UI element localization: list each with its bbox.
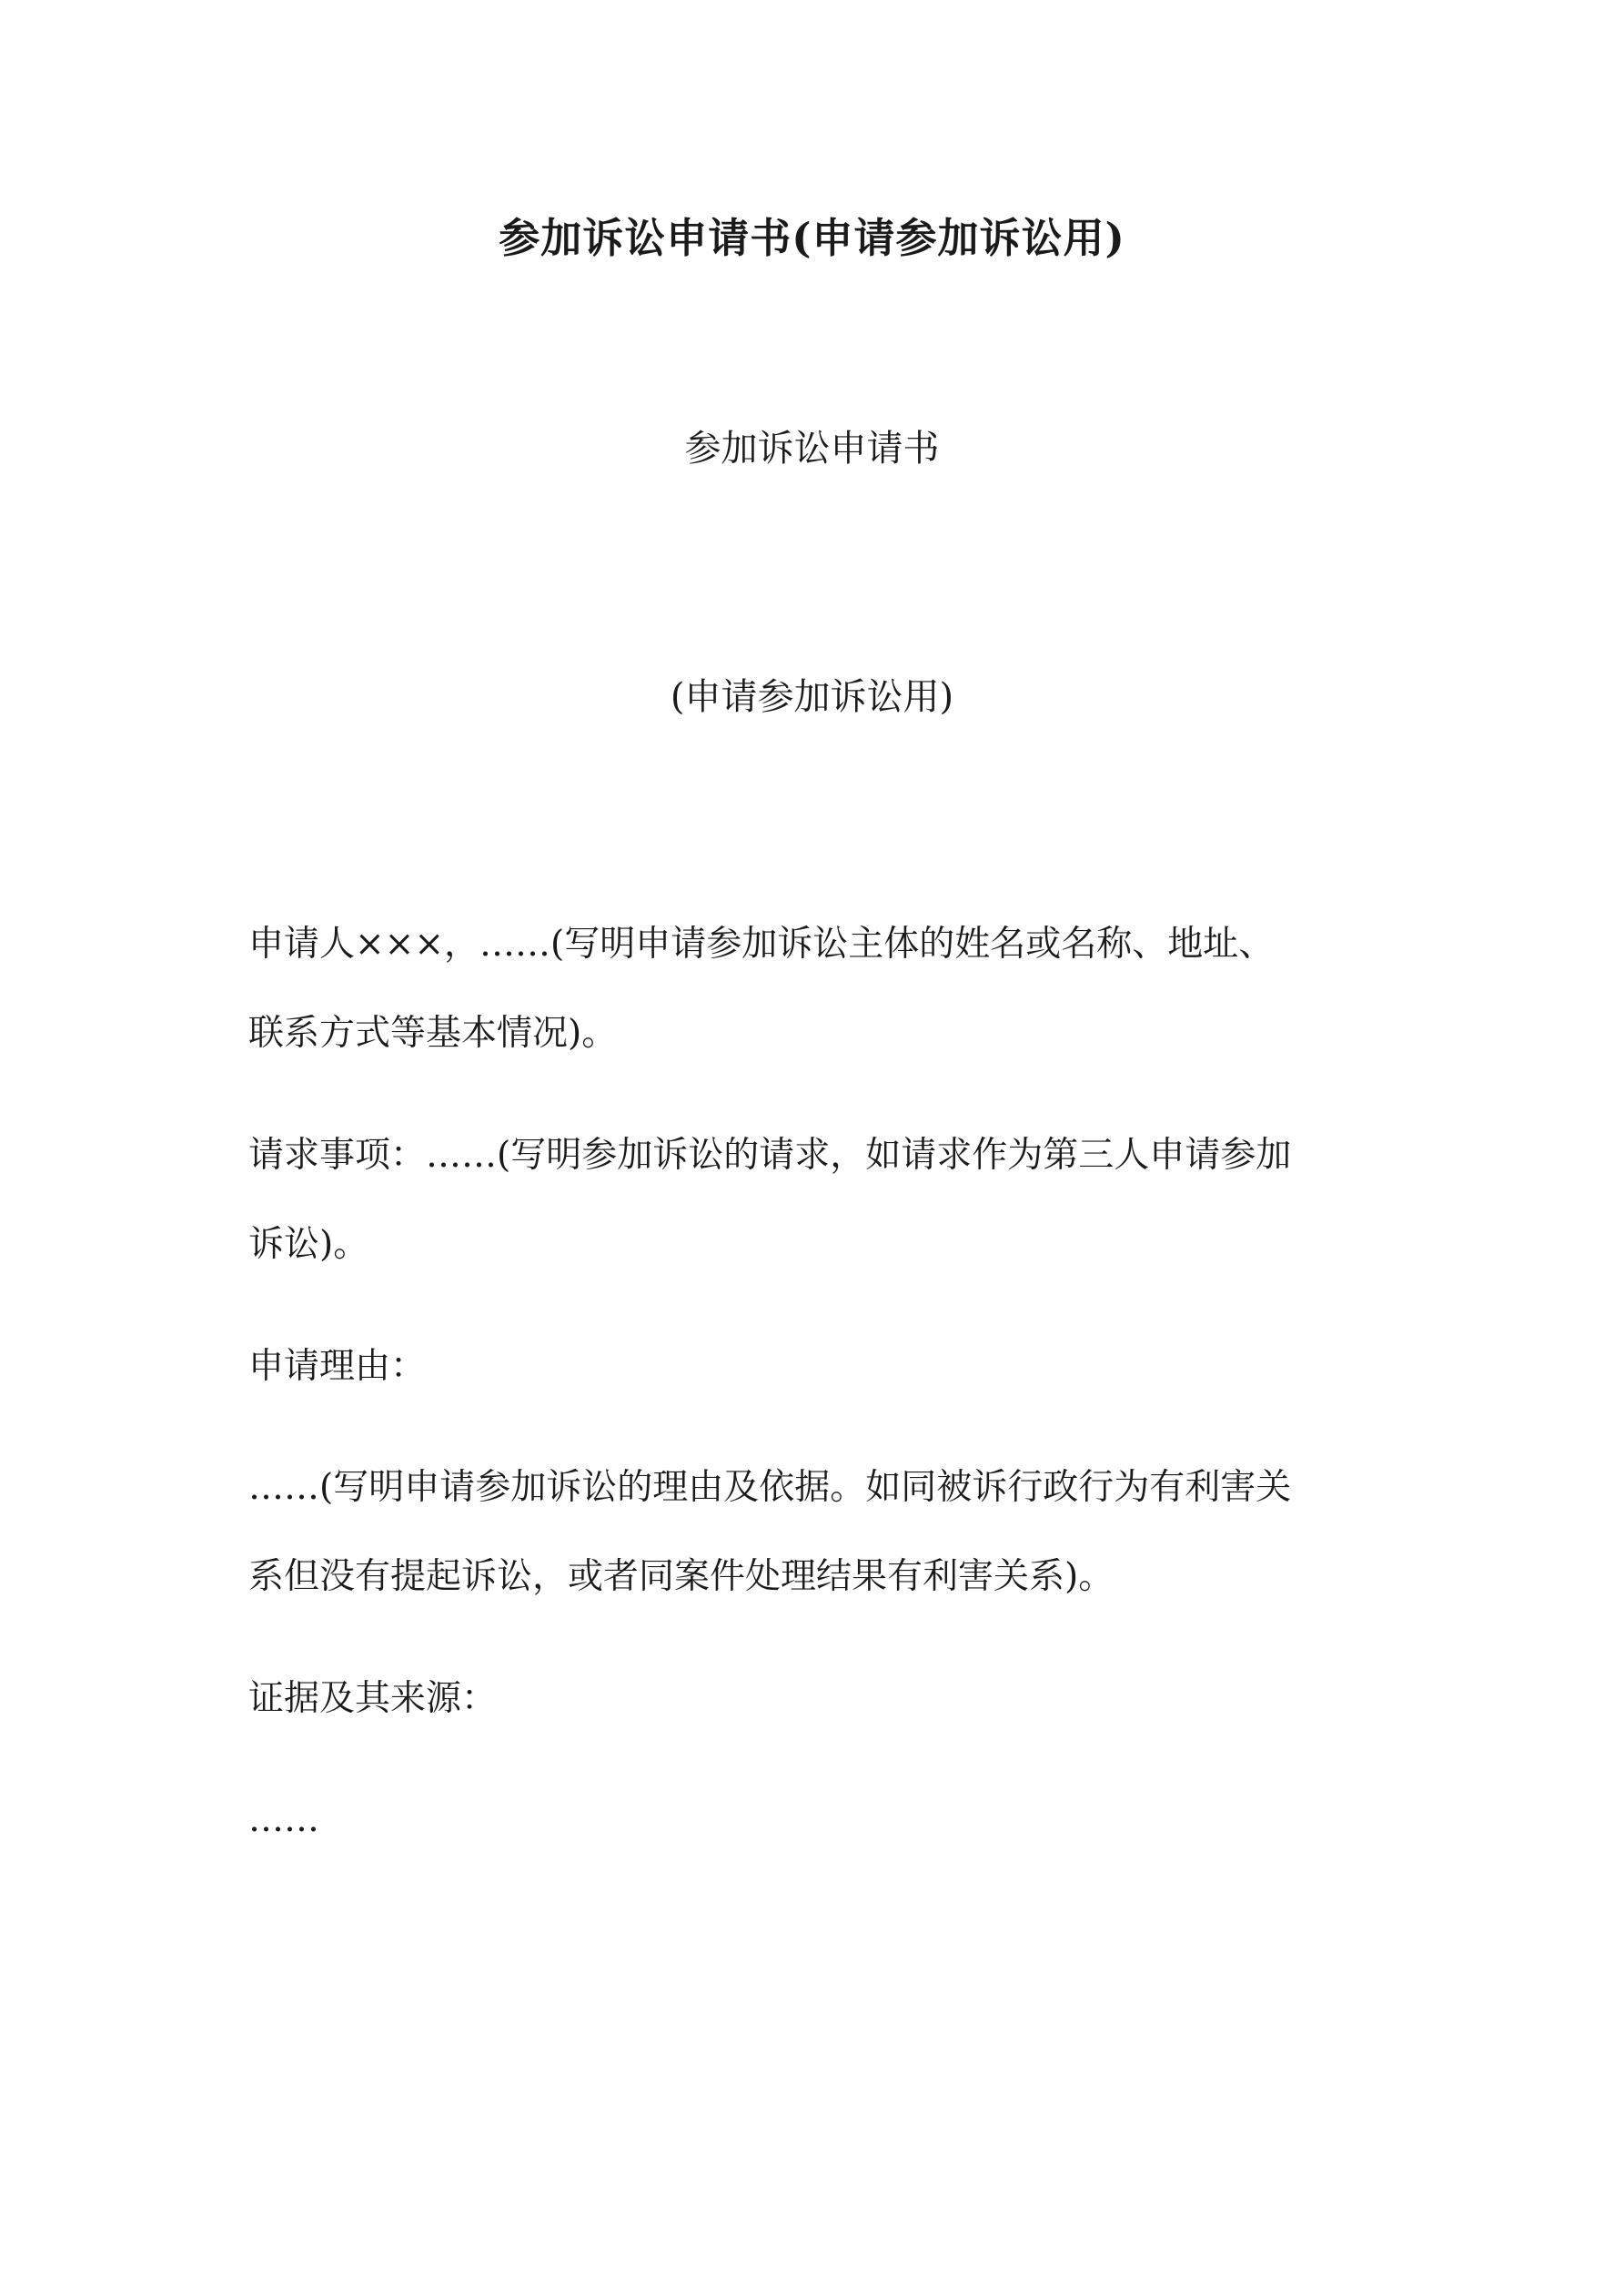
reason-line-1: ……(写明申请参加诉讼的理由及依据。如同被诉行政行为有利害关 (248, 1467, 1292, 1508)
reason-line-2: 系但没有提起诉讼，或者同案件处理结果有利害关系)。 (248, 1556, 1115, 1597)
document-subtitle: 参加诉讼申请书 (684, 428, 940, 470)
document-subtitle-note: (申请参加诉讼用) (670, 676, 954, 718)
document-title: 参加诉讼申请书(申请参加诉讼用) (499, 214, 1125, 262)
request-line-1: 请求事项：……(写明参加诉讼的请求，如请求作为第三人申请参加 (248, 1135, 1292, 1176)
evidence-heading: 证据及其来源： (248, 1678, 498, 1719)
applicant-line-1: 申请人×××，……(写明申请参加诉讼主体的姓名或名称、地址、 (248, 924, 1275, 965)
evidence-body: …… (248, 1799, 319, 1840)
reason-heading: 申请理由： (248, 1346, 427, 1387)
request-line-2: 诉讼)。 (248, 1224, 369, 1265)
applicant-line-2: 联系方式等基本情况)。 (248, 1013, 618, 1054)
